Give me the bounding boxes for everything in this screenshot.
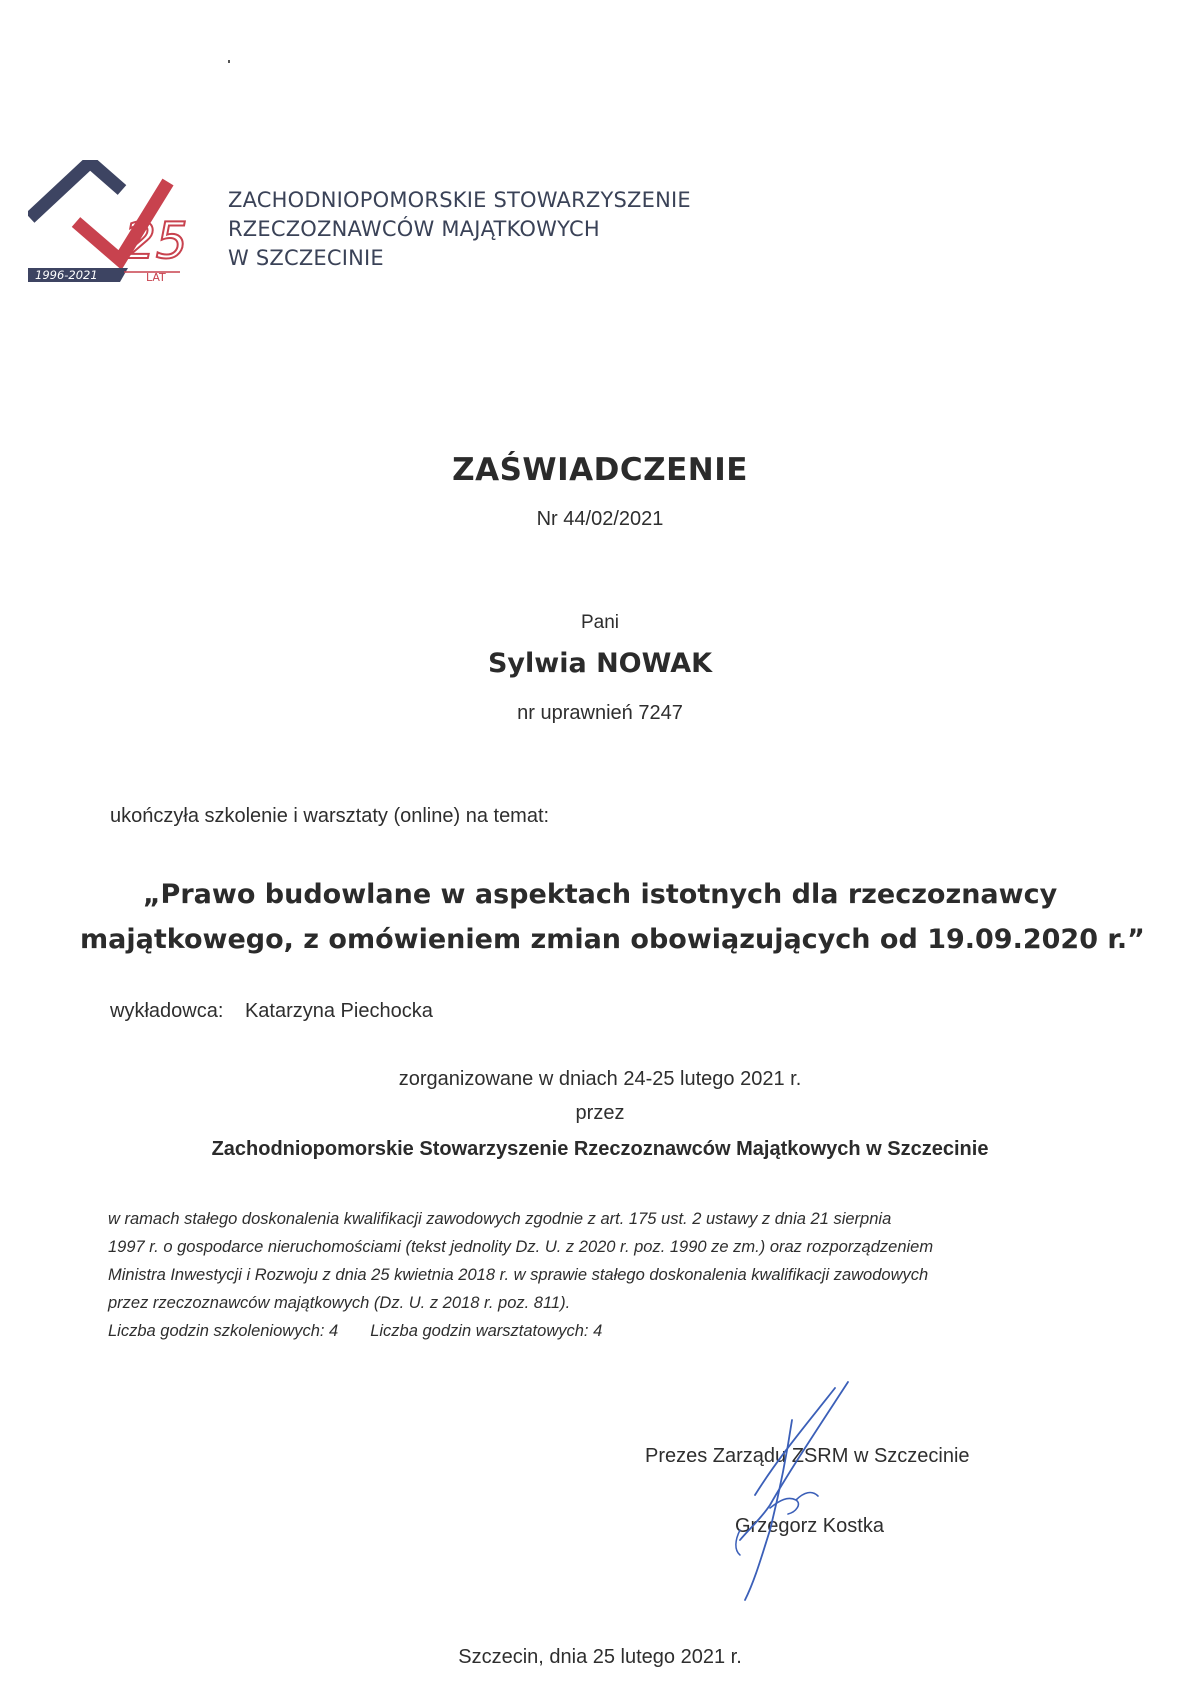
org-name-line1: ZACHODNIOPOMORSKIE STOWARZYSZENIE	[228, 188, 691, 212]
organized-dates: zorganizowane w dniach 24-25 lutego 2021 r.	[398, 1068, 802, 1090]
letterhead	[28, 160, 928, 300]
certificate-number: Nr 44/02/2021	[536, 508, 664, 530]
legal-line2: 1997 r. o gospodarce nieruchomościami (tekst jednolity Dz. U. z 2020 r. poz. 1990 ze zm.) oraz rozporządzeniem	[108, 1238, 934, 1256]
logo-suffix: LAT	[146, 271, 166, 284]
legal-basis	[108, 1205, 1098, 1345]
recipient-name: Sylwia NOWAK	[487, 648, 713, 679]
association-logo	[28, 160, 208, 295]
topic-line2: majątkowego, z omówieniem zmian obowiązujących od 19.09.2020 r.”	[80, 924, 1145, 955]
signer-name: Grzegorz Kostka	[735, 1515, 884, 1537]
salutation: Pani	[580, 612, 620, 633]
training-topic	[80, 872, 1145, 962]
organizer-name: Zachodniopomorskie Stowarzyszenie Rzeczoznawców Majątkowych w Szczecinie	[211, 1138, 989, 1160]
organized-by: przez	[575, 1102, 625, 1124]
org-name	[228, 186, 691, 273]
workshop-hours: Liczba godzin warsztatowych: 4	[370, 1322, 603, 1340]
logo-number: 25	[124, 212, 188, 270]
lecturer-name: Katarzyna Piechocka	[244, 1000, 433, 1022]
handwritten-signature	[700, 1380, 920, 1610]
document-title: ZAŚWIADCZENIE	[452, 452, 748, 488]
training-hours: Liczba godzin szkoleniowych: 4	[108, 1322, 339, 1340]
logo-years: 1996-2021	[35, 268, 98, 282]
legal-line3: Ministra Inwestycji i Rozwoju z dnia 25 kwietnia 2018 r. w sprawie stałego doskonalenia kwalifikacji zawodowych	[108, 1266, 929, 1284]
scan-speck	[228, 60, 230, 63]
legal-line4: przez rzeczoznawców majątkowych (Dz. U. z 2018 r. poz. 811).	[108, 1294, 571, 1312]
license-number: nr uprawnień 7247	[517, 702, 683, 724]
org-name-line2: RZECZOZNAWCÓW MAJĄTKOWYCH	[228, 217, 600, 241]
place-and-date: Szczecin, dnia 25 lutego 2021 r.	[458, 1646, 742, 1668]
lecturer	[110, 1000, 433, 1023]
signer-position: Prezes Zarządu ZSRM w Szczecinie	[645, 1445, 970, 1467]
legal-line1: w ramach stałego doskonalenia kwalifikacji zawodowych zgodnie z art. 175 ust. 2 ustawy z dnia 21 sierpnia	[108, 1210, 892, 1228]
lecturer-label: wykładowca:	[110, 1000, 224, 1022]
completion-statement: ukończyła szkolenie i warsztaty (online) na temat:	[110, 805, 550, 827]
org-name-line3: W SZCZECINIE	[228, 246, 384, 270]
topic-line1: „Prawo budowlane w aspektach istotnych dla rzeczoznawcy	[142, 879, 1058, 910]
hours-summary	[108, 1317, 1098, 1345]
